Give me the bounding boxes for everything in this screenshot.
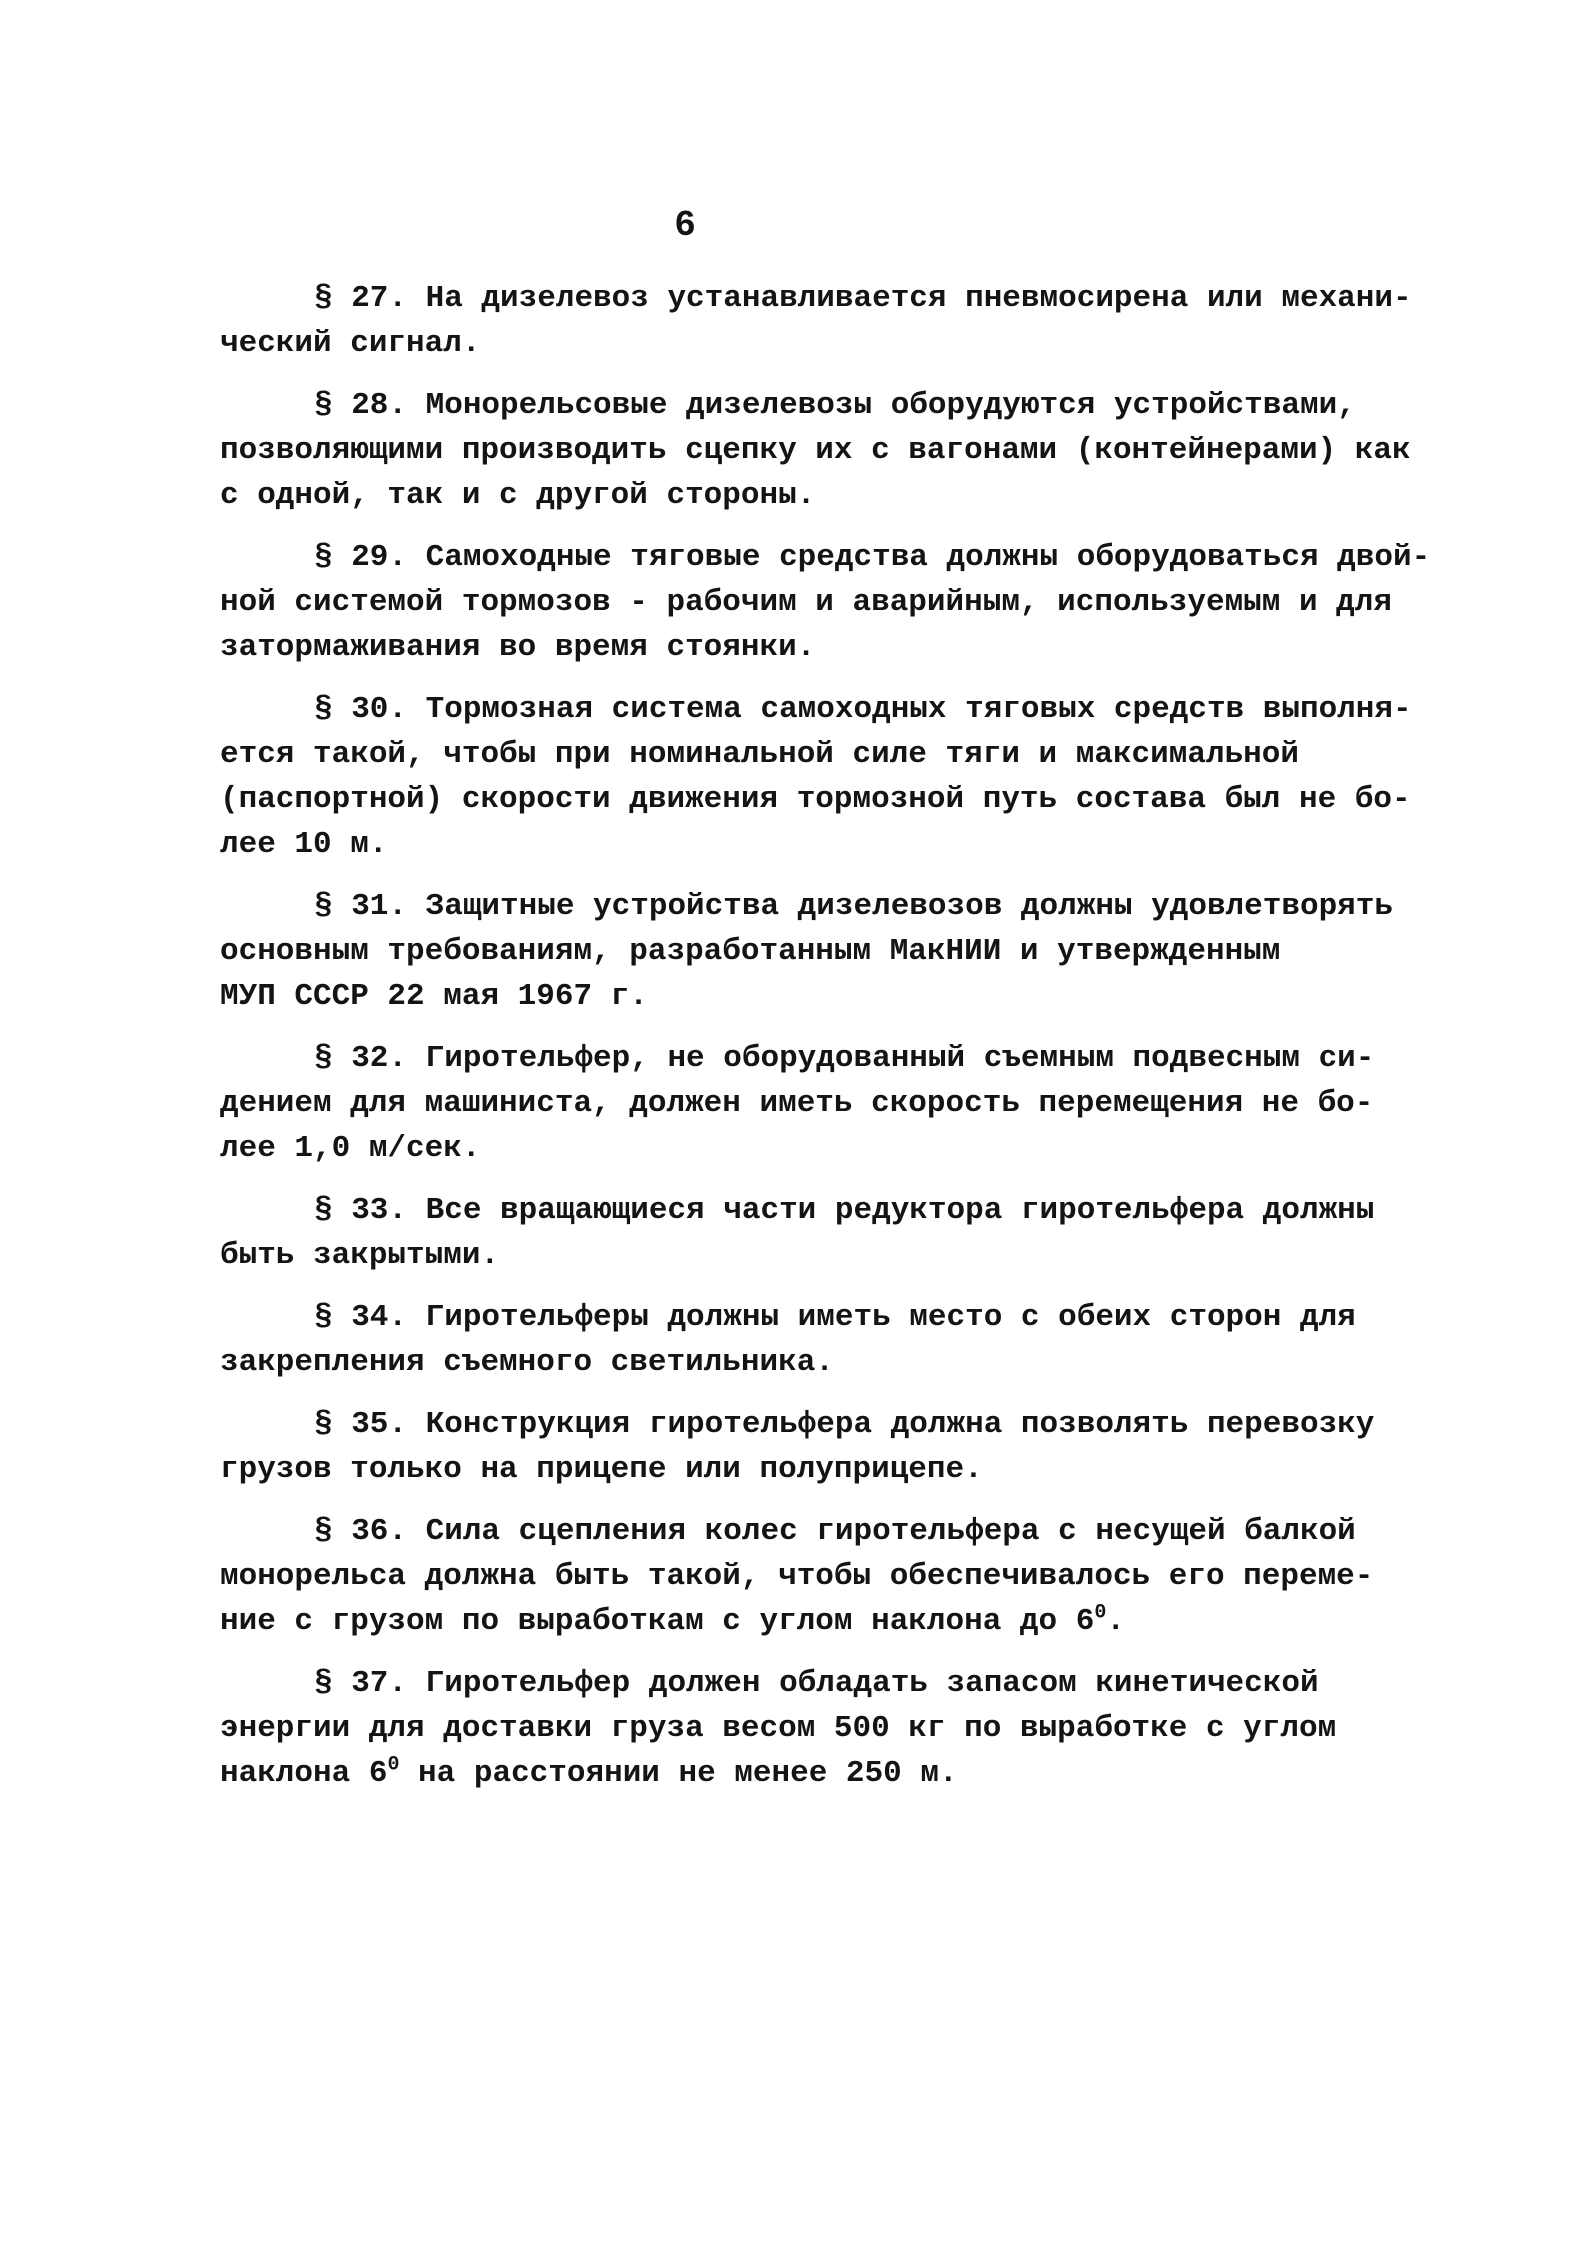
paragraph-28 [220,383,1411,518]
paragraph-line: лее 10 м. [220,827,388,862]
paragraph-line: § 28. Монорельсовые дизелевозы оборудуются устройствами, [314,388,1356,423]
paragraph-36 [220,1509,1390,1644]
paragraph-line-text: ние с грузом по выработкам с углом наклона до 6 [220,1604,1095,1639]
paragraph-line-tail: на расстоянии не менее 250 м. [399,1756,958,1791]
paragraph-line: быть закрытыми. [220,1238,500,1273]
paragraph-line: ется такой, чтобы при номинальной силе тяги и максимальной [220,737,1299,772]
page-number: 6 [674,205,696,246]
paragraph-33 [220,1188,1390,1278]
paragraph-line: § 34. Гиротельферы должны иметь место с обеих сторон для [314,1300,1356,1335]
paragraph-line: § 29. Самоходные тяговые средства должны оборудоваться двой- [314,540,1431,575]
paragraph-line: ной системой тормозов - рабочим и аварийным, используемым и для [220,585,1392,620]
paragraph-line: закрепления съемного светильника. [220,1345,834,1380]
paragraph-29 [220,535,1431,670]
paragraph-line: монорельса должна быть такой, чтобы обеспечивалось его переме- [220,1559,1374,1594]
paragraph-line: ческий сигнал. [220,326,481,361]
paragraph-35 [220,1402,1390,1492]
paragraph-line-tail: . [1106,1604,1125,1639]
paragraph-27 [220,276,1412,366]
paragraph-line: § 37. Гиротельфер должен обладать запасом кинетической [314,1666,1319,1701]
paragraph-line: МУП СССР 22 мая 1967 г. [220,979,648,1014]
document-body [220,276,1431,1813]
paragraph-line: энергии для доставки груза весом 500 кг по выработке с углом [220,1711,1337,1746]
paragraph-34 [220,1295,1390,1385]
paragraph-line-text: наклона 6 [220,1756,388,1791]
paragraph-30 [220,687,1412,867]
paragraph-line: позволяющими производить сцепку их с вагонами (контейнерами) как [220,433,1411,468]
paragraph-line: дением для машиниста, должен иметь скорость перемещения не бо- [220,1086,1374,1121]
paragraph-line: § 33. Все вращающиеся части редуктора гиротельфера должны [314,1193,1375,1228]
paragraph-line-with-superscript [220,1599,1390,1644]
paragraph-line: затормаживания во время стоянки. [220,630,816,665]
paragraph-line: § 36. Сила сцепления колес гиротельфера с несущей балкой [314,1514,1356,1549]
paragraph-line: с одной, так и с другой стороны. [220,478,816,513]
paragraph-line: грузов только на прицепе или полуприцепе. [220,1452,983,1487]
paragraph-line: § 30. Тормозная система самоходных тяговых средств выполня- [314,692,1412,727]
paragraph-line-with-superscript [220,1751,1390,1796]
paragraph-line: основным требованиям, разработанным МакНИИ и утвержденным [220,934,1281,969]
paragraph-line: § 27. На дизелевоз устанавливается пневмосирена или механи- [314,281,1412,316]
paragraph-32 [220,1036,1390,1171]
paragraph-line: (паспортной) скорости движения тормозной путь состава был не бо- [220,782,1411,817]
paragraph-31 [220,884,1393,1019]
paragraph-line: § 31. Защитные устройства дизелевозов должны удовлетворять [314,889,1393,924]
paragraph-37 [220,1661,1390,1796]
degree-superscript: 0 [1094,1601,1107,1625]
paragraph-line: § 35. Конструкция гиротельфера должна позволять перевозку [314,1407,1375,1442]
paragraph-line: лее 1,0 м/сек. [220,1131,481,1166]
paragraph-line: § 32. Гиротельфер, не оборудованный съемным подвесным си- [314,1041,1375,1076]
degree-superscript: 0 [387,1753,400,1777]
